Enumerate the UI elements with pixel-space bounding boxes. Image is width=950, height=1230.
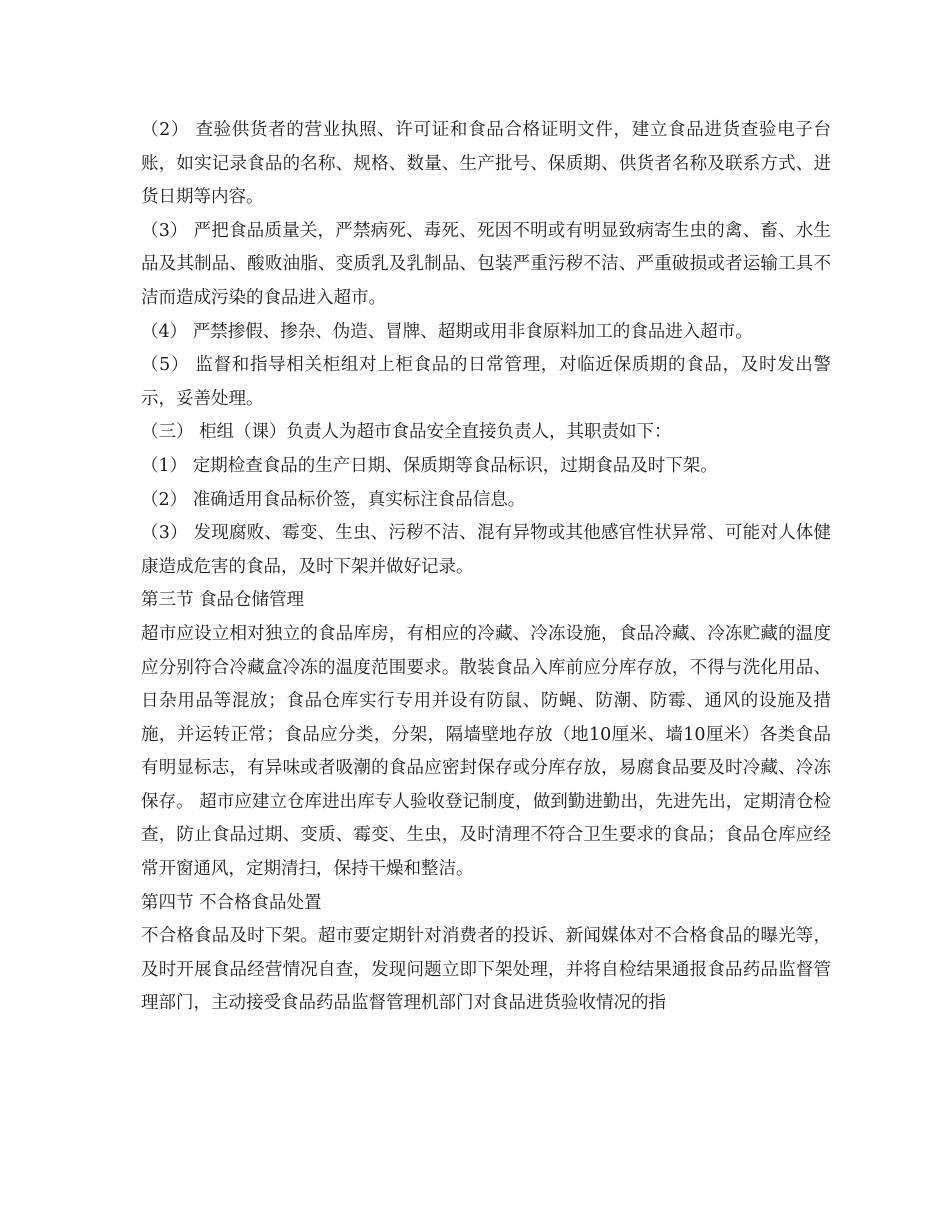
paragraph-supervision: （5） 监督和指导相关柜组对上柜食品的日常管理，对临近保质期的食品，及时发出警示，妥善处理。 — [141, 355, 831, 409]
paragraph-check-dates: （1） 定期检查食品的生产日期、保质期等食品标识，过期食品及时下架。 — [141, 455, 718, 476]
document-body — [141, 114, 831, 1021]
paragraph-prohibit-adulteration: （4） 严禁掺假、掺杂、伪造、冒牌、超期或用非食原料加工的食品进入超市。 — [141, 321, 753, 342]
paragraph-nonconforming-disposal: 不合格食品及时下架。超市要定期针对消费者的投诉、新闻媒体对不合格食品的曝光等，及时开展食品经营情况自查，发现问题立即下架处理，并将自检结果通报食品药品监督管理部门，主动接受食品药品监督管理机部门对食品进货验收情况的指 — [141, 926, 831, 1014]
paragraph-counter-manager: （三） 柜组（课）负责人为超市食品安全直接负责人，其职责如下： — [141, 422, 672, 443]
section-heading-storage: 第三节 食品仓储管理 — [141, 590, 305, 611]
paragraph-spoiled-food: （3） 发现腐败、霉变、生虫、污秽不洁、混有异物或其他感官性状异常、可能对人体健康造成危害的食品，及时下架并做好记录。 — [141, 523, 831, 577]
paragraph-supplier-verification: （2） 查验供货者的营业执照、许可证和食品合格证明文件，建立食品进货查验电子台账，如实记录食品的名称、规格、数量、生产批号、保质期、供货者名称及联系方式、进货日期等内容。 — [141, 120, 831, 208]
paragraph-quality-control: （3） 严把食品质量关，严禁病死、毒死、死因不明或有明显致病寄生虫的禽、畜、水生品及其制品、酸败油脂、变质乳及乳制品、包装严重污秽不洁、严重破损或者运输工具不洁而造成污染的食品进入超市。 — [141, 220, 831, 308]
paragraph-price-tags: （2） 准确适用食品标价签，真实标注食品信息。 — [141, 489, 526, 510]
section-heading-nonconforming: 第四节 不合格食品处置 — [141, 892, 322, 913]
paragraph-storage-management: 超市应设立相对独立的食品库房，有相应的冷藏、冷冻设施，食品冷藏、冷冻贮藏的温度应分别符合冷藏盒冷冻的温度范围要求。散装食品入库前应分库存放，不得与洗化用品、日杂用品等混放；食品仓库实行专用并设有防鼠、防蝇、防潮、防霉、通风的设施及措施，并运转正常；食品应分类，分架，隔墙壁地存放（地10厘米、墙10厘米）各类食品有明显标志，有异味或者吸潮的食品应密封保存或分库存放，易腐食品要及时冷藏、冷冻保存。 超市应建立仓库进出库专人验收登记制度，做到勤进勤出，先进先出，定期清仓检查，防止食品过期、变质、霉变、生虫，及时清理不符合卫生要求的食品；食品仓库应经常开窗通风，定期清扫，保持干燥和整洁。 — [141, 623, 831, 880]
